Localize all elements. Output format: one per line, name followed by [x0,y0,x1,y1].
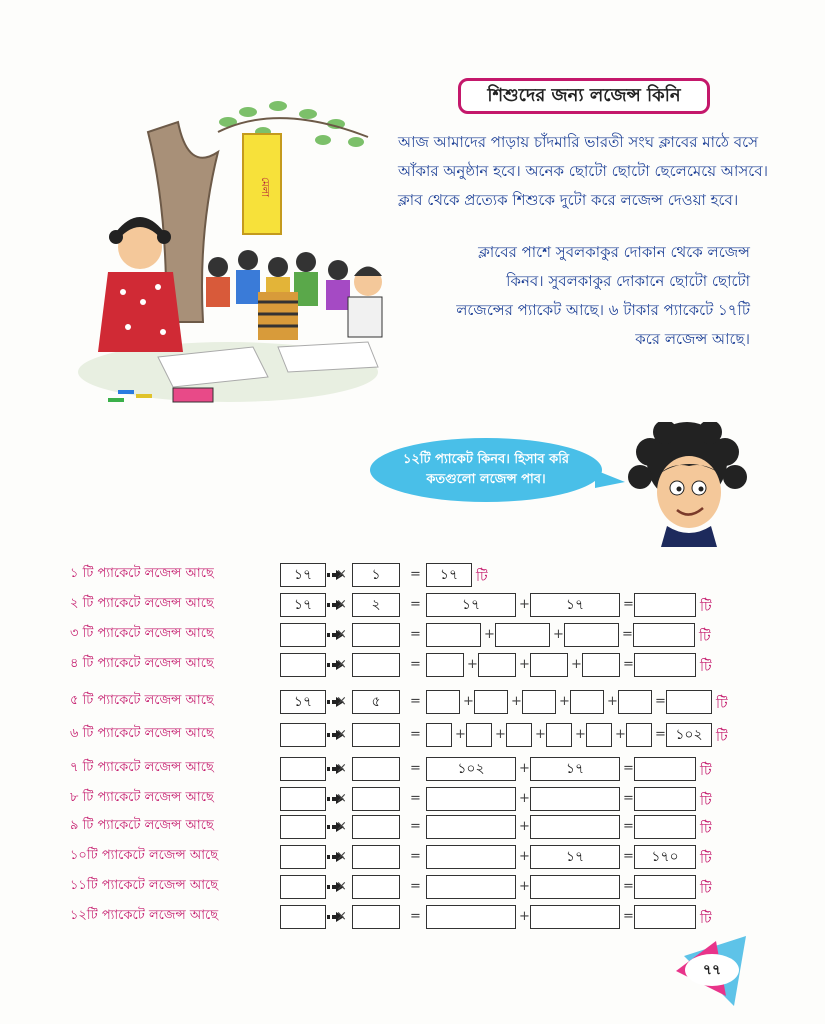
equals-sign: = [410,819,421,834]
times-sign: × [336,727,347,742]
sum-term-box[interactable] [426,690,460,714]
unit-label: টি [700,911,712,927]
row-label: ২ টি প্যাকেটে লজেন্স আছে [70,596,214,611]
plus-sign: + [519,761,530,776]
sum-term-box[interactable] [426,905,516,929]
plus-sign: + [535,727,546,742]
banner-text: মেলা [259,177,270,197]
multiplicand-box[interactable] [280,653,326,677]
multiplicand-box[interactable] [280,757,326,781]
unit-label: টি [476,569,488,585]
result-box[interactable] [634,815,696,839]
equals-sign: = [623,909,634,924]
unit-label: টি [700,659,712,675]
unit-label: টি [716,696,728,712]
sum-term-box[interactable]: ১৭ [530,593,620,617]
plus-sign: + [467,657,478,672]
sum-term-box[interactable] [426,875,516,899]
plus-sign: + [519,849,530,864]
row-label: ৩ টি প্যাকেটে লজেন্স আছে [70,626,214,641]
row-label: ১ টি প্যাকেটে লজেন্স আছে [70,566,214,581]
result-box[interactable]: ১৭ [426,563,472,587]
sum-term-box[interactable] [426,623,481,647]
sum-term-box[interactable] [618,690,652,714]
sum-term-box[interactable] [426,787,516,811]
equals-sign: = [410,761,421,776]
row-label: ৬ টি প্যাকেটে লজেন্স আছে [70,726,214,741]
table-row [70,621,750,649]
times-sign: × [336,597,347,612]
speech-bubble [370,438,602,502]
row-label: ১২টি প্যাকেটে লজেন্স আছে [70,908,219,923]
multiplicand-box[interactable] [280,815,326,839]
page-number: ৭৭ [702,962,722,978]
sum-term-box[interactable] [426,653,464,677]
equals-sign: = [410,694,421,709]
result-box[interactable] [634,653,696,677]
times-sign: × [336,567,347,582]
multiplier-box[interactable] [352,787,400,811]
table-row [70,591,750,619]
unit-label: টি [700,763,712,779]
sum-term-box[interactable] [546,723,572,747]
equals-sign: = [623,879,634,894]
sum-term-box[interactable] [478,653,516,677]
equals-sign: = [410,567,421,582]
multiplicand-box[interactable]: ১৭ [280,690,326,714]
plus-sign: + [463,694,474,709]
row-label: ৭ টি প্যাকেটে লজেন্স আছে [70,760,214,775]
multiplicand-box[interactable] [280,905,326,929]
times-sign: × [336,627,347,642]
equals-sign: = [410,849,421,864]
result-box[interactable] [633,623,695,647]
result-box[interactable] [634,787,696,811]
times-sign: × [336,657,347,672]
equals-sign: = [623,597,634,612]
equals-sign: = [623,761,634,776]
multiplier-box[interactable] [352,875,400,899]
plus-sign: + [519,791,530,806]
speech-line-2: কতগুলো লজেন্স পাব। [426,472,546,487]
equals-sign: = [410,909,421,924]
plus-sign: + [519,657,530,672]
unit-label: টি [716,729,728,745]
result-box[interactable]: ১৭০ [634,845,696,869]
row-label: ৯ টি প্যাকেটে লজেন্স আছে [70,818,214,833]
multiplier-box[interactable] [352,653,400,677]
row-label: ১০টি প্যাকেটে লজেন্স আছে [70,848,219,863]
equals-sign: = [410,627,421,642]
equals-sign: = [623,791,634,806]
multiplier-box[interactable]: ১ [352,563,400,587]
sum-term-box[interactable] [582,653,620,677]
times-sign: × [336,761,347,776]
result-box[interactable]: ১০২ [666,723,712,747]
plus-sign: + [455,727,466,742]
table-row [70,843,750,871]
plus-sign: + [571,657,582,672]
unit-label: টি [700,821,712,837]
unit-label: টি [700,793,712,809]
plus-sign: + [519,819,530,834]
multiplicand-box[interactable] [280,875,326,899]
plus-sign: + [559,694,570,709]
sum-term-box[interactable]: ১৭ [530,845,620,869]
equals-sign: = [622,627,633,642]
sum-term-box[interactable] [530,875,620,899]
equals-sign: = [410,879,421,894]
equals-sign: = [623,657,634,672]
sum-term-box[interactable] [426,845,516,869]
plus-sign: + [553,627,564,642]
times-sign: × [336,849,347,864]
row-label: ৪ টি প্যাকেটে লজেন্স আছে [70,656,214,671]
multiplicand-box[interactable] [280,845,326,869]
row-label: ৮ টি প্যাকেটে লজেন্স আছে [70,790,214,805]
table-row [70,873,750,901]
result-box[interactable] [634,905,696,929]
table-row [70,813,750,841]
result-box[interactable] [634,875,696,899]
table-row [70,755,750,783]
speech-bubble-tail [595,470,625,488]
plus-sign: + [511,694,522,709]
multiplicand-box[interactable] [280,723,326,747]
multiplier-box[interactable] [352,757,400,781]
title-box [458,78,710,114]
multiplicand-box[interactable] [280,623,326,647]
sum-term-box[interactable] [530,787,620,811]
page-title: শিশুদের জন্য লজেন্স কিনি [487,84,681,106]
multiplier-box[interactable] [352,723,400,747]
equals-sign: = [655,727,666,742]
plus-sign: + [575,727,586,742]
table-row [70,721,750,749]
sum-term-box[interactable] [466,723,492,747]
equals-sign: = [655,694,666,709]
result-box[interactable] [666,690,712,714]
unit-label: টি [700,881,712,897]
result-box[interactable] [634,593,696,617]
unit-label: টি [700,599,712,615]
table-row [70,785,750,813]
plus-sign: + [519,909,530,924]
plus-sign: + [615,727,626,742]
sum-term-box[interactable] [530,815,620,839]
row-label: ৫ টি প্যাকেটে লজেন্স আছে [70,693,214,708]
multiplicand-box[interactable]: ১৭ [280,593,326,617]
speech-line-1: ১২টি প্যাকেট কিনব। হিসাব করি [402,452,570,467]
equals-sign: = [623,849,634,864]
table-row [70,688,750,716]
equals-sign: = [410,657,421,672]
table-row [70,903,750,931]
table-row [70,561,750,589]
equals-sign: = [410,597,421,612]
plus-sign: + [495,727,506,742]
times-sign: × [336,909,347,924]
equals-sign: = [410,727,421,742]
sum-term-box[interactable]: ১৭ [426,593,516,617]
table-row [70,651,750,679]
multiplier-box[interactable] [352,815,400,839]
multiplier-box[interactable] [352,905,400,929]
times-sign: × [336,791,347,806]
plus-sign: + [607,694,618,709]
children-drawing-illustration [78,92,383,410]
times-sign: × [336,819,347,834]
multiplicand-box[interactable] [280,787,326,811]
multiplicand-box[interactable]: ১৭ [280,563,326,587]
sum-term-box[interactable] [586,723,612,747]
sum-term-box[interactable] [530,653,568,677]
sum-term-box[interactable]: ১০২ [426,757,516,781]
sum-term-box[interactable] [570,690,604,714]
plus-sign: + [519,597,530,612]
sum-term-box[interactable] [530,905,620,929]
curly-hair-boy-illustration [625,422,750,547]
equals-sign: = [410,791,421,806]
unit-label: টি [699,629,711,645]
story-paragraph-2: ক্লাবের পাশে সুবলকাকুর দোকান থেকে লজেন্স কিনব। সুবলকাকুর দোকানে ছোটো ছোটো লজেন্সের প্যাকেট আছে। ৬ টাকার প্যাকেটে ১৭টি করে লজেন্স আছে। [456,243,750,348]
multiplier-box[interactable]: ৫ [352,690,400,714]
plus-sign: + [484,627,495,642]
times-sign: × [336,694,347,709]
multiplier-box[interactable] [352,845,400,869]
sum-term-box[interactable] [495,623,550,647]
equals-sign: = [623,819,634,834]
sum-term-box[interactable] [426,815,516,839]
multiplier-box[interactable] [352,623,400,647]
sum-term-box[interactable] [506,723,532,747]
sum-term-box[interactable] [626,723,652,747]
times-sign: × [336,879,347,894]
sum-term-box[interactable] [474,690,508,714]
unit-label: টি [700,851,712,867]
sum-term-box[interactable] [564,623,619,647]
row-label: ১১টি প্যাকেটে লজেন্স আছে [70,878,219,893]
story-paragraph-1: আজ আমাদের পাড়ায় চাঁদমারি ভারতী সংঘ ক্লাবের মাঠে বসে আঁকার অনুষ্ঠান হবে। অনেক ছোটো ছোটো ছেলেমেয়ে আসবে। ক্লাব থেকে প্রত্যেক শিশুকে দুটো করে লজেন্স দেওয়া হবে। [398,133,768,209]
multiplier-box[interactable]: ২ [352,593,400,617]
sum-term-box[interactable] [426,723,452,747]
result-box[interactable] [634,757,696,781]
sum-term-box[interactable]: ১৭ [530,757,620,781]
sum-term-box[interactable] [522,690,556,714]
plus-sign: + [519,879,530,894]
